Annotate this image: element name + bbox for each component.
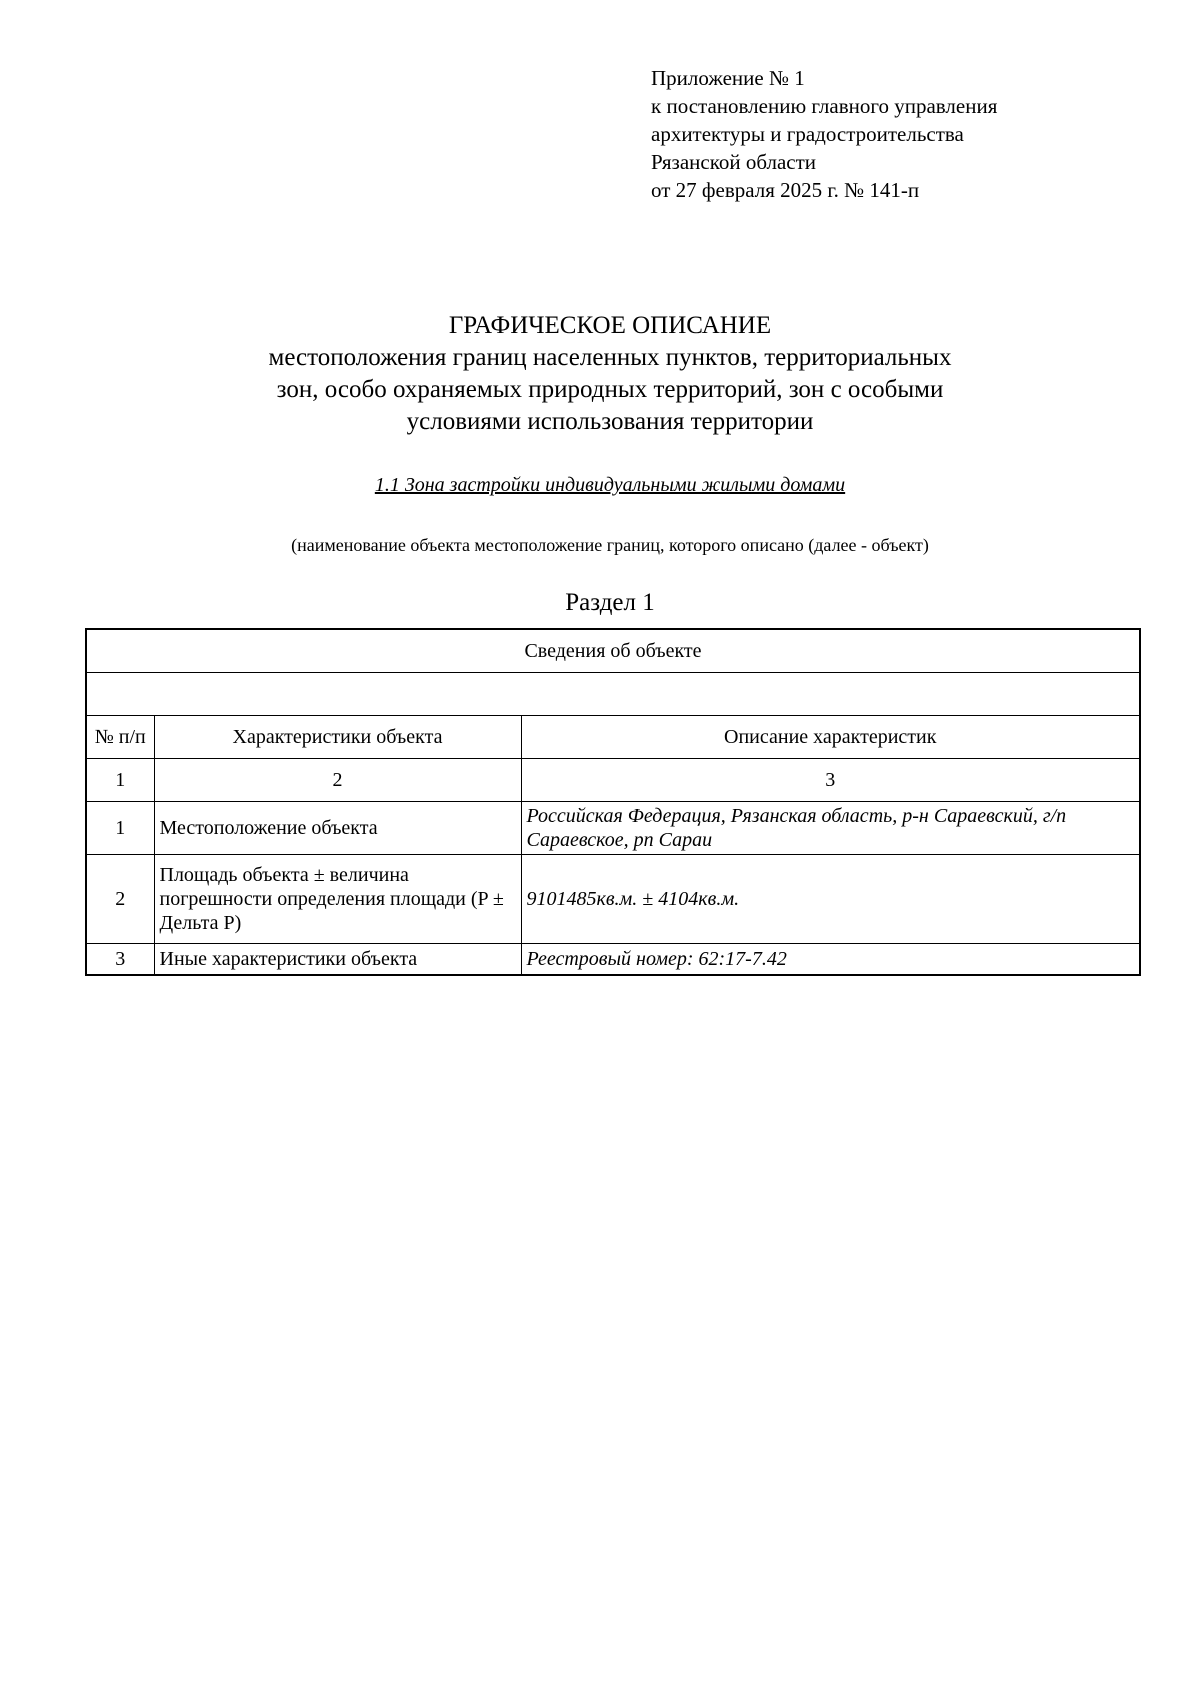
appendix-line: Приложение № 1 xyxy=(651,66,805,90)
title-line: условиями использования территории xyxy=(406,408,814,435)
object-info-table xyxy=(85,628,1141,976)
appendix-line: архитектуры и градостроительства xyxy=(651,122,964,146)
header-num: № п/п xyxy=(86,716,154,759)
object-caption: (наименование объекта местоположение границ, которого описано (далее - объект) xyxy=(291,535,929,555)
appendix-line: Рязанской области xyxy=(651,150,817,174)
appendix-line: к постановлению главного управления xyxy=(651,94,998,118)
appendix-block xyxy=(651,64,997,204)
table-header-row xyxy=(86,716,1140,759)
header-description: Описание характеристик xyxy=(521,716,1140,759)
table-index-row xyxy=(86,759,1140,802)
document-title xyxy=(0,310,1200,438)
row-num: 2 xyxy=(86,855,154,944)
row-characteristic: Местоположение объекта xyxy=(154,802,521,855)
empty-row xyxy=(86,673,1140,716)
row-num: 3 xyxy=(86,944,154,976)
row-description: Реестровый номер: 62:17-7.42 xyxy=(521,944,1140,976)
appendix-line: от 27 февраля 2025 г. № 141-п xyxy=(651,178,920,202)
table-caption: Сведения об объекте xyxy=(86,629,1140,673)
section-title: Раздел 1 xyxy=(565,589,655,616)
table-row xyxy=(86,944,1140,976)
row-characteristic: Площадь объекта ± величина погрешности определения площади (P ± Дельта P) xyxy=(154,855,521,944)
row-description: Российская Федерация, Рязанская область, р-н Сараевский, г/п Сараевское, рп Сараи xyxy=(521,802,1140,855)
row-num: 1 xyxy=(86,802,154,855)
object-name: 1.1 Зона застройки индивидуальными жилыми домами xyxy=(374,474,846,496)
row-characteristic: Иные характеристики объекта xyxy=(154,944,521,976)
index-cell: 3 xyxy=(521,759,1140,802)
index-cell: 1 xyxy=(86,759,154,802)
table-row xyxy=(86,802,1140,855)
row-description: 9101485кв.м. ± 4104кв.м. xyxy=(521,855,1140,944)
title-line: зон, особо охраняемых природных территорий, зон с особыми xyxy=(276,376,944,403)
title-line: местоположения границ населенных пунктов, территориальных xyxy=(268,344,952,371)
header-characteristic: Характеристики объекта xyxy=(154,716,521,759)
title-heading: ГРАФИЧЕСКОЕ ОПИСАНИЕ xyxy=(448,312,772,339)
index-cell: 2 xyxy=(154,759,521,802)
table-row xyxy=(86,855,1140,944)
